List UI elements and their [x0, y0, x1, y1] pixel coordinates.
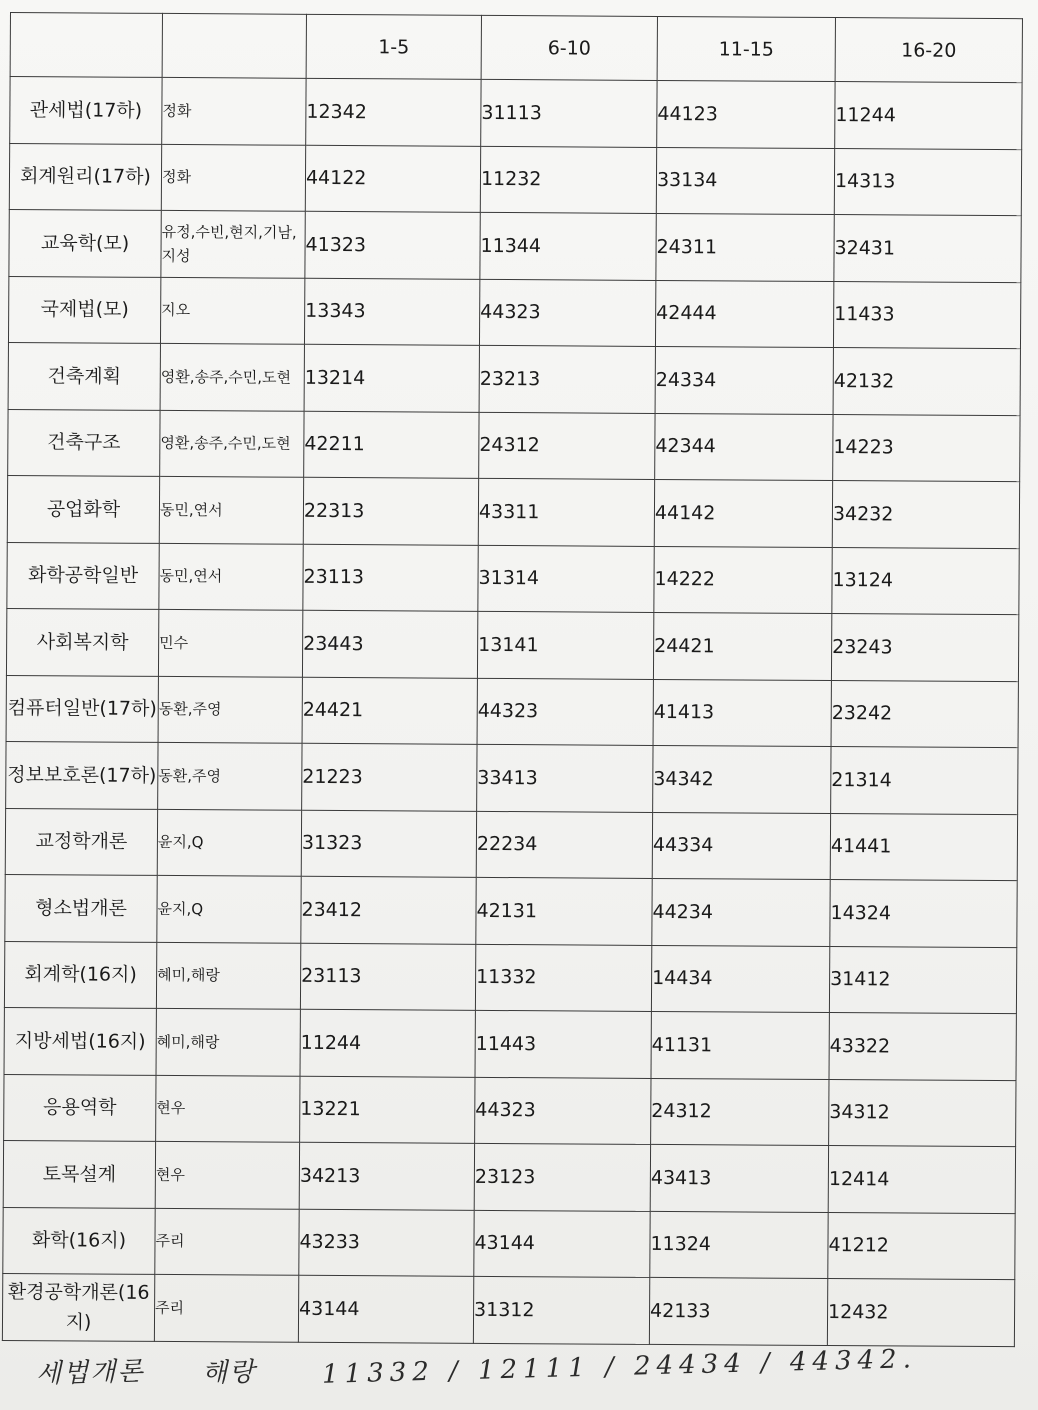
answers-1-5-cell: 24421	[302, 677, 477, 745]
answers-6-10-cell: 42131	[476, 877, 652, 945]
subject-cell: 응용역학	[4, 1074, 156, 1141]
answers-16-20-cell: 23243	[831, 614, 1018, 682]
subject-cell: 건축구조	[8, 409, 160, 476]
answers-11-15-cell: 44334	[652, 812, 830, 880]
table-row	[8, 276, 1020, 349]
answers-11-15-cell: 11324	[650, 1211, 828, 1279]
table-row	[6, 741, 1018, 814]
subject-cell: 형소법개론	[5, 874, 157, 941]
subject-cell: 토목설계	[3, 1140, 155, 1207]
answers-11-15-cell: 24421	[653, 612, 831, 680]
answers-16-20-cell: 14223	[833, 414, 1020, 482]
answers-6-10-cell: 33413	[477, 744, 653, 812]
answers-6-10-cell: 31113	[481, 79, 657, 147]
names-cell: 주리	[154, 1274, 298, 1341]
subject-cell: 회계원리(17하)	[9, 143, 161, 210]
subject-cell: 회계학(16지)	[4, 941, 156, 1008]
answers-16-20-cell: 11244	[835, 82, 1022, 150]
answers-16-20-cell: 41441	[830, 813, 1017, 881]
table-row	[4, 1007, 1016, 1080]
names-cell: 혜미,해랑	[156, 942, 300, 1009]
names-cell: 혜미,해랑	[156, 1008, 300, 1075]
names-cell: 민수	[158, 609, 302, 676]
names-cell: 윤지,Q	[157, 809, 301, 876]
subject-cell: 관세법(17하)	[10, 77, 162, 144]
answers-16-20-cell: 12432	[827, 1279, 1014, 1347]
subject-cell: 화학(16지)	[3, 1207, 155, 1274]
answers-16-20-cell: 21314	[831, 747, 1018, 815]
names-cell: 주리	[155, 1208, 299, 1275]
answers-6-10-cell: 11232	[480, 146, 656, 214]
table-row	[8, 409, 1020, 482]
handwritten-answers: 11332 / 12111 / 24434 / 44342.	[321, 1344, 918, 1390]
subject-cell: 교정학개론	[5, 808, 157, 875]
answers-6-10-cell: 24312	[479, 412, 655, 480]
table-row	[5, 874, 1017, 947]
answers-11-15-cell: 44142	[654, 479, 832, 547]
answers-11-15-cell: 42344	[655, 413, 833, 481]
answers-11-15-cell: 41413	[653, 679, 831, 747]
answers-11-15-cell: 33134	[656, 147, 834, 215]
answers-1-5-cell: 13343	[304, 278, 479, 346]
names-cell: 정화	[162, 77, 306, 144]
answers-16-20-cell: 42132	[833, 348, 1020, 416]
answers-6-10-cell: 44323	[477, 678, 653, 746]
names-cell: 지오	[160, 277, 304, 344]
table-row	[9, 209, 1021, 282]
names-cell: 현우	[156, 1075, 300, 1142]
answers-6-10-cell: 23123	[474, 1143, 650, 1211]
table-row	[3, 1207, 1015, 1280]
table-body	[2, 77, 1022, 1347]
answers-11-15-cell: 44123	[657, 80, 835, 148]
answers-16-20-cell: 14324	[830, 880, 1017, 948]
answers-16-20-cell: 43322	[829, 1013, 1016, 1081]
answers-1-5-cell: 42211	[304, 411, 479, 479]
header-range-11-15: 11-15	[657, 16, 835, 81]
answers-1-5-cell: 31323	[301, 810, 476, 878]
answers-11-15-cell: 34342	[653, 745, 831, 813]
answers-11-15-cell: 24311	[656, 213, 834, 281]
answer-key-table	[2, 12, 1023, 1347]
answers-11-15-cell: 14434	[651, 945, 829, 1013]
subject-cell: 환경공학개론(16지)	[2, 1273, 154, 1340]
subject-cell: 사회복지학	[6, 608, 158, 675]
table-row	[4, 1074, 1016, 1147]
answers-1-5-cell: 43144	[298, 1275, 473, 1343]
header-range-6-10: 6-10	[481, 15, 657, 80]
answers-1-5-cell: 13214	[304, 344, 479, 412]
table-row	[10, 77, 1022, 150]
answers-16-20-cell: 11433	[833, 281, 1020, 349]
subject-cell: 지방세법(16지)	[4, 1007, 156, 1074]
subject-cell: 건축계획	[8, 342, 160, 409]
answers-16-20-cell: 41212	[828, 1212, 1015, 1280]
header-subject	[10, 13, 162, 78]
answers-11-15-cell: 14222	[654, 546, 832, 614]
table-row	[6, 608, 1018, 681]
table-row	[6, 675, 1018, 748]
names-cell: 현우	[155, 1141, 299, 1208]
answers-16-20-cell: 14313	[834, 148, 1021, 216]
answers-16-20-cell: 23242	[831, 680, 1018, 748]
table-row	[9, 143, 1021, 216]
answers-6-10-cell: 13141	[477, 611, 653, 679]
table-row	[8, 342, 1020, 415]
names-cell: 정화	[161, 144, 305, 211]
answers-11-15-cell: 42133	[649, 1277, 827, 1345]
answers-16-20-cell: 34312	[829, 1079, 1016, 1147]
table-row	[7, 475, 1019, 548]
answers-6-10-cell: 43311	[478, 478, 654, 546]
subject-cell: 컴퓨터일반(17하)	[6, 675, 158, 742]
subject-cell: 정보보호론(17하)	[6, 741, 158, 808]
names-cell: 윤지,Q	[157, 875, 301, 942]
answers-6-10-cell: 11443	[475, 1010, 651, 1078]
table-row	[4, 941, 1016, 1014]
answers-11-15-cell: 24312	[651, 1078, 829, 1146]
answers-1-5-cell: 13221	[300, 1076, 475, 1144]
answers-1-5-cell: 41323	[305, 211, 480, 279]
answers-11-15-cell: 42444	[655, 280, 833, 348]
answers-11-15-cell: 44234	[652, 878, 830, 946]
answers-1-5-cell: 23443	[302, 610, 477, 678]
names-cell: 유정,수빈,현지,기남,지성	[161, 210, 305, 277]
names-cell: 영환,송주,수민,도현	[160, 343, 304, 410]
names-cell: 동민,연서	[159, 476, 303, 543]
answers-16-20-cell: 13124	[832, 547, 1019, 615]
answers-6-10-cell: 44323	[479, 279, 655, 347]
header-names	[162, 13, 306, 78]
answers-6-10-cell: 11344	[480, 212, 656, 280]
subject-cell: 교육학(모)	[9, 209, 161, 276]
answers-6-10-cell: 44323	[475, 1077, 651, 1145]
answers-1-5-cell: 21223	[302, 743, 477, 811]
answers-16-20-cell: 34232	[832, 481, 1019, 549]
header-range-1-5: 1-5	[306, 14, 481, 79]
handwritten-subject: 세법개론	[35, 1356, 145, 1390]
handwritten-names: 해랑	[201, 1357, 257, 1389]
names-cell: 동환,주영	[158, 676, 302, 743]
handwritten-note	[30, 1344, 1020, 1398]
answers-6-10-cell: 23213	[479, 345, 655, 413]
table-row	[7, 542, 1019, 615]
answers-1-5-cell: 22313	[303, 477, 478, 545]
answers-1-5-cell: 43233	[299, 1209, 474, 1277]
answers-6-10-cell: 11332	[475, 944, 651, 1012]
answers-11-15-cell: 43413	[650, 1144, 828, 1212]
subject-cell: 화학공학일반	[7, 542, 159, 609]
answers-16-20-cell: 31412	[829, 946, 1016, 1014]
table-row	[3, 1140, 1015, 1213]
answers-1-5-cell: 23113	[300, 943, 475, 1011]
answers-6-10-cell: 22234	[476, 811, 652, 879]
answers-16-20-cell: 12414	[828, 1146, 1015, 1214]
answers-1-5-cell: 12342	[306, 78, 481, 146]
answers-11-15-cell: 41131	[651, 1011, 829, 1079]
answers-6-10-cell: 31314	[478, 545, 654, 613]
table-row	[2, 1273, 1014, 1346]
answers-6-10-cell: 43144	[474, 1210, 650, 1278]
header-row	[10, 13, 1022, 83]
answers-6-10-cell: 31312	[473, 1276, 649, 1344]
answers-1-5-cell: 44122	[305, 145, 480, 213]
names-cell: 영환,송주,수민,도현	[160, 410, 304, 477]
answers-1-5-cell: 34213	[299, 1142, 474, 1210]
answers-16-20-cell: 32431	[834, 215, 1021, 283]
names-cell: 동민,연서	[159, 543, 303, 610]
table-row	[5, 808, 1017, 881]
answers-1-5-cell: 23113	[303, 544, 478, 612]
subject-cell: 국제법(모)	[8, 276, 160, 343]
answers-11-15-cell: 24334	[655, 346, 833, 414]
answers-1-5-cell: 11244	[300, 1009, 475, 1077]
header-range-16-20: 16-20	[835, 18, 1022, 83]
names-cell: 동환,주영	[158, 742, 302, 809]
subject-cell: 공업화학	[7, 475, 159, 542]
answers-1-5-cell: 23412	[301, 876, 476, 944]
